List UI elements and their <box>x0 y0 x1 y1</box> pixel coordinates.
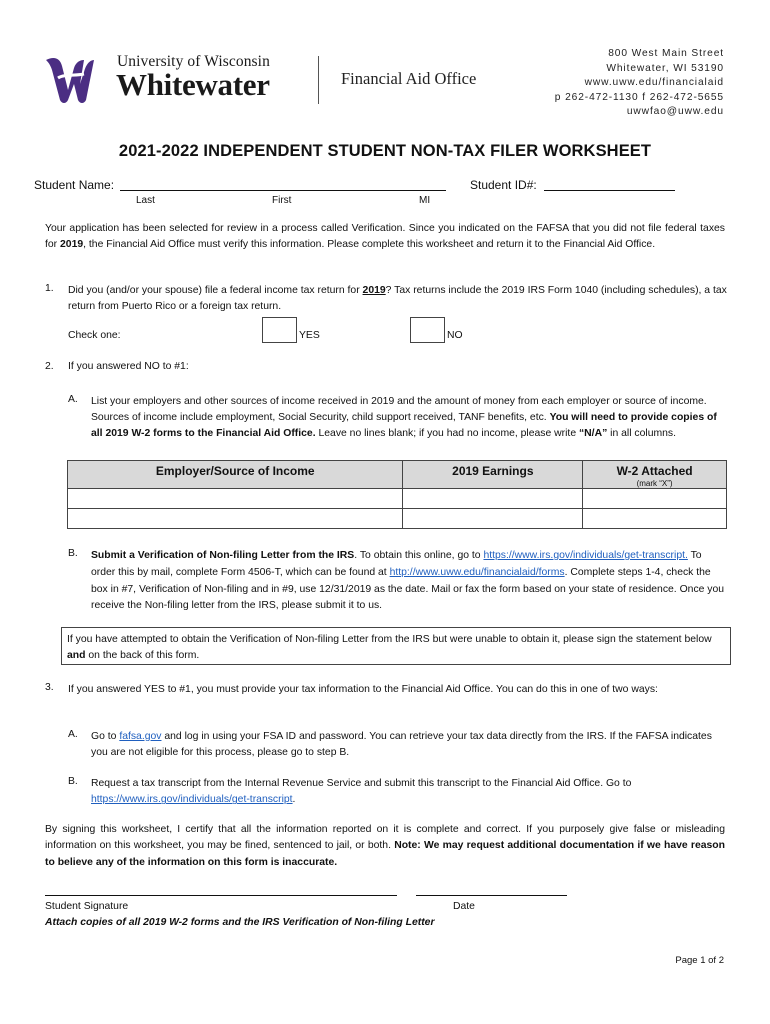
q3a-text: Go to fafsa.gov and log in using your FSA ID and password. You can retrieve your tax data directly from the IRS. If the FAFSA indicates you are not eligible for this process, please go to step B. <box>91 731 712 759</box>
campus-name: Whitewater <box>116 67 270 102</box>
no-label: NO <box>447 330 463 341</box>
page-title: 2021-2022 INDEPENDENT STUDENT NON-TAX FILER WORKSHEET <box>118 142 652 160</box>
address-street: 800 West Main Street <box>608 48 724 59</box>
q3-number: 3. <box>45 682 54 693</box>
header-divider <box>318 56 319 104</box>
col-earnings: 2019 Earnings <box>403 461 583 489</box>
q2-text: If you answered NO to #1: <box>68 361 189 372</box>
q3b-letter: B. <box>68 776 78 787</box>
employer-cell[interactable] <box>68 509 403 529</box>
table-row <box>68 489 727 509</box>
earnings-cell[interactable] <box>403 509 583 529</box>
q2b-letter: B. <box>68 548 78 559</box>
address-phone: p 262-472-1130 f 262-472-5655 <box>554 91 724 103</box>
irs-transcript-link[interactable]: https://www.irs.gov/individuals/get-transcript. <box>483 550 688 561</box>
q2b-text: Submit a Verification of Non-filing Letter from the IRS. To obtain this online, go to https://www.irs.gov/individuals/get-transcript. To order this by mail, complete Form 4506-T, which can be found at http://www.uww.edu/financialaid/forms. Complete steps 1-4, check the box in #7, Verification of Non-filing and in #9, use 12/31/2019 as the date. Mail or fax the form based on your state of residence. Once you receive the Non-filing letter from the IRS, please submit it to us. <box>91 550 725 612</box>
certify-paragraph: By signing this worksheet, I certify that all the information reported on it is complete and correct. If you purposely give false or misleading information on this worksheet, you may be fined, sentenced to jail, or both. Note: We may request additional documentation if we have reason to believe any of the information on this form is inaccurate. <box>45 824 725 868</box>
col-employer: Employer/Source of Income <box>68 461 403 489</box>
w2-cell[interactable] <box>583 509 727 529</box>
q2-number: 2. <box>45 361 54 372</box>
w2-cell[interactable] <box>583 489 727 509</box>
name-sub-first: First <box>272 195 292 206</box>
office-name: Financial Aid Office <box>341 69 477 88</box>
q2a-text: List your employers and other sources of income received in 2019 and the amount of money from each employer or source of income. Sources of income include employment, Social Security, child support received, TANF benefits, etc. You will need to provide copies of all 2019 W-2 forms to the Financial Aid Office. Leave no lines blank; if you had no income, please write “N/A” in all columns. <box>91 396 717 440</box>
employer-table <box>67 460 727 529</box>
address-website[interactable]: www.uww.edu/financialaid <box>584 77 724 89</box>
address-email[interactable]: uwwfao@uww.edu <box>626 106 724 118</box>
col-w2: W-2 Attached (mark “X”) <box>583 461 727 489</box>
employer-cell[interactable] <box>68 489 403 509</box>
q1-number: 1. <box>45 283 54 294</box>
date-line[interactable] <box>416 895 567 896</box>
name-sub-last: Last <box>136 195 155 206</box>
student-id-field[interactable] <box>544 190 675 191</box>
uww-logo-icon <box>44 54 94 106</box>
uww-forms-link[interactable]: http://www.uww.edu/financialaid/forms <box>389 566 565 578</box>
intro-paragraph: Your application has been selected for review in a process called Verification. Since you indicated on the FAFSA that you did not file federal taxes for 2019, the Financial Aid Office must verify this information. Please complete this worksheet and return it to the Financial Aid Office. <box>45 223 725 251</box>
signature-label: Student Signature <box>45 901 129 912</box>
q3b-text: Request a tax transcript from the Internal Revenue Service and submit this transcript to the Financial Aid Office. Go to https://www.irs.gov/individuals/get-transcript. <box>91 778 632 806</box>
student-name-field[interactable] <box>120 190 446 191</box>
col-w2-sub: (mark “X”) <box>636 479 673 488</box>
table-row <box>68 509 727 529</box>
yes-checkbox[interactable] <box>262 317 297 343</box>
q1-text: Did you (and/or your spouse) file a federal income tax return for 2019? Tax returns include the 2019 IRS Form 1040 (including schedules), a tax return from Puerto Rico or a foreign tax return. <box>68 285 727 313</box>
signature-line[interactable] <box>45 895 397 896</box>
yes-label: YES <box>299 330 320 341</box>
q2a-letter: A. <box>68 394 78 405</box>
no-checkbox[interactable] <box>410 317 445 343</box>
irs-transcript-link-2[interactable]: https://www.irs.gov/individuals/get-transcript <box>91 794 293 806</box>
q3a-letter: A. <box>68 729 78 740</box>
university-name: University of Wisconsin <box>117 53 270 70</box>
student-name-label: Student Name: <box>34 178 115 192</box>
date-label: Date <box>453 901 475 912</box>
check-one-label: Check one: <box>68 330 121 341</box>
address-city: Whitewater, WI 53190 <box>606 62 724 74</box>
name-sub-mi: MI <box>419 195 431 206</box>
fafsa-link[interactable]: fafsa.gov <box>119 731 162 742</box>
earnings-cell[interactable] <box>403 489 583 509</box>
notice-text: If you have attempted to obtain the Verification of Non-filing Letter from the IRS but were unable to obtain it, please sign the statement below and on the back of this form. <box>67 634 712 661</box>
table-header-row <box>68 461 727 489</box>
page-number: Page 1 of 2 <box>675 955 724 966</box>
attach-note: Attach copies of all 2019 W-2 forms and the IRS Verification of Non-filing Letter <box>45 917 435 928</box>
q3-text: If you answered YES to #1, you must provide your tax information to the Financial Aid Office. You can do this in one of two ways: <box>68 684 658 695</box>
student-id-label: Student ID#: <box>470 178 537 192</box>
office-address <box>555 47 724 120</box>
